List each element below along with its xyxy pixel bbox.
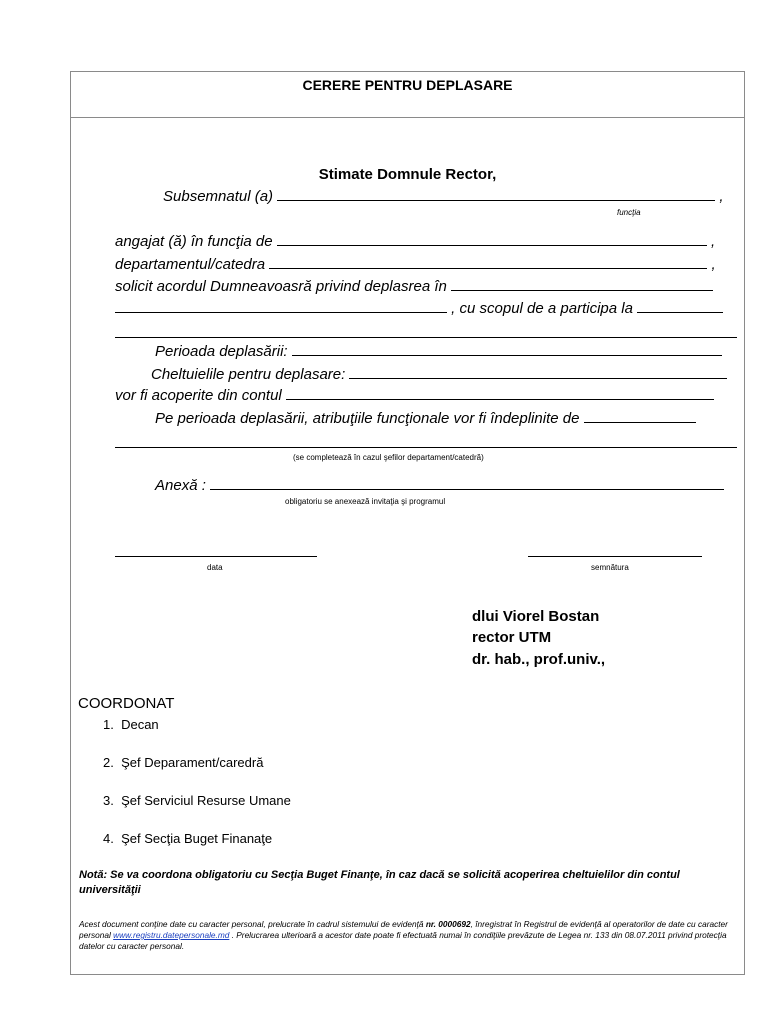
item-number: 4. — [103, 831, 114, 846]
data-caption: data — [207, 563, 223, 572]
scopul-row — [115, 300, 723, 317]
sefi-caption: (se completează în cazul şefilor departament/catedră) — [293, 453, 484, 462]
atributii-row — [155, 410, 696, 427]
item-label: Şef Serviciul Resurse Umane — [121, 793, 291, 808]
destination-field[interactable] — [451, 278, 713, 291]
gdpr-text: , înregistrat în Registrul de evidenţă al operatorilor de date cu caracter personal — [79, 919, 728, 940]
functia-caption: funcţia — [617, 208, 641, 217]
comma: , — [710, 233, 716, 250]
perioada-label: Perioada deplasării: — [155, 343, 288, 360]
cheltuieli-label: Cheltuielile pentru deplasare: — [151, 366, 346, 383]
gdpr-text: . Prelucrarea ulterioară a acestor date poate fi efectuată numai în condiţiile prevăzute de Legea nr. 133 din 08.07.2011 privind protecţia datelor cu caracter personal. — [79, 930, 727, 951]
subsemnatul-row — [163, 188, 724, 205]
coordonat-item — [103, 717, 159, 732]
anexa-label: Anexă : — [155, 477, 206, 494]
coordonat-item — [103, 793, 291, 808]
atributii-label: Pe perioada deplasării, atribuţiile funcţionale vor fi îndeplinite de — [155, 410, 580, 427]
greeting: Stimate Domnule Rector, — [318, 166, 497, 183]
registry-link[interactable]: www.registru.datepersonale.md — [113, 930, 230, 940]
subsemnatul-label: Subsemnatul (a) — [163, 188, 274, 205]
expenses-field[interactable] — [349, 366, 727, 379]
coordonat-item — [103, 831, 272, 846]
coordonat-heading: COORDONAT — [78, 695, 175, 712]
addressee-position: rector UTM — [472, 629, 552, 646]
anexa-caption: obligatoriu se anexează invitaţia şi programul — [285, 497, 446, 506]
solicit-row — [115, 278, 713, 295]
item-label: Decan — [121, 717, 159, 732]
acoperite-label: vor fi acoperite din contul — [115, 387, 282, 404]
name-field[interactable] — [277, 188, 715, 201]
scopul-label: , cu scopul de a participa la — [451, 300, 633, 317]
item-label: Şef Secţia Buget Finanaţe — [121, 831, 273, 846]
comma: , — [711, 256, 716, 273]
item-number: 2. — [103, 755, 114, 770]
nota: Notă: Se va coordona obligatoriu cu Secţia Buget Finanţe, în caz dacă se solicită acoperirea cheltuielilor din contul universităţii — [79, 869, 680, 896]
gdpr-notice — [79, 919, 739, 952]
addressee-title: dr. hab., prof.univ., — [472, 651, 606, 668]
cheltuieli-row — [151, 366, 727, 383]
solicit-label: solicit acordul Dumneavoasră privind deplasrea în — [115, 278, 447, 295]
gdpr-text: Acest document conţine date cu caracter personal, prelucrate în cadrul sistemului de evidenţă — [79, 919, 426, 929]
purpose-field[interactable] — [637, 300, 723, 313]
departament-field[interactable] — [269, 256, 707, 269]
anexa-row — [155, 477, 724, 494]
departament-label: departamentul/catedra — [115, 256, 266, 273]
purpose-field-cont[interactable] — [115, 337, 737, 338]
header-divider — [70, 117, 745, 118]
item-number: 3. — [103, 793, 114, 808]
coordonat-item — [103, 755, 263, 770]
angajat-label: angajat (ă) în funcţia de — [115, 233, 273, 250]
acoperite-row — [115, 387, 714, 404]
angajat-row — [115, 233, 715, 250]
document-title: CERERE PENTRU DEPLASARE — [302, 77, 513, 93]
comma: , — [719, 188, 724, 205]
account-field[interactable] — [286, 387, 714, 400]
item-label: Şef Deparament/caredră — [121, 755, 264, 770]
perioada-row — [155, 343, 722, 360]
period-field[interactable] — [292, 343, 722, 356]
destination-field-cont[interactable] — [115, 300, 447, 313]
replacement-field-cont[interactable] — [115, 447, 737, 448]
anexa-field[interactable] — [210, 477, 724, 490]
departament-row — [115, 256, 716, 273]
addressee-name: dlui Viorel Bostan — [472, 608, 600, 625]
replacement-field[interactable] — [584, 410, 696, 423]
semnatura-caption: semnătura — [591, 563, 629, 572]
date-field[interactable] — [115, 556, 317, 557]
function-field[interactable] — [277, 233, 707, 246]
gdpr-registry-number: nr. 0000692 — [425, 919, 471, 929]
signature-field[interactable] — [528, 556, 702, 557]
item-number: 1. — [103, 717, 114, 732]
